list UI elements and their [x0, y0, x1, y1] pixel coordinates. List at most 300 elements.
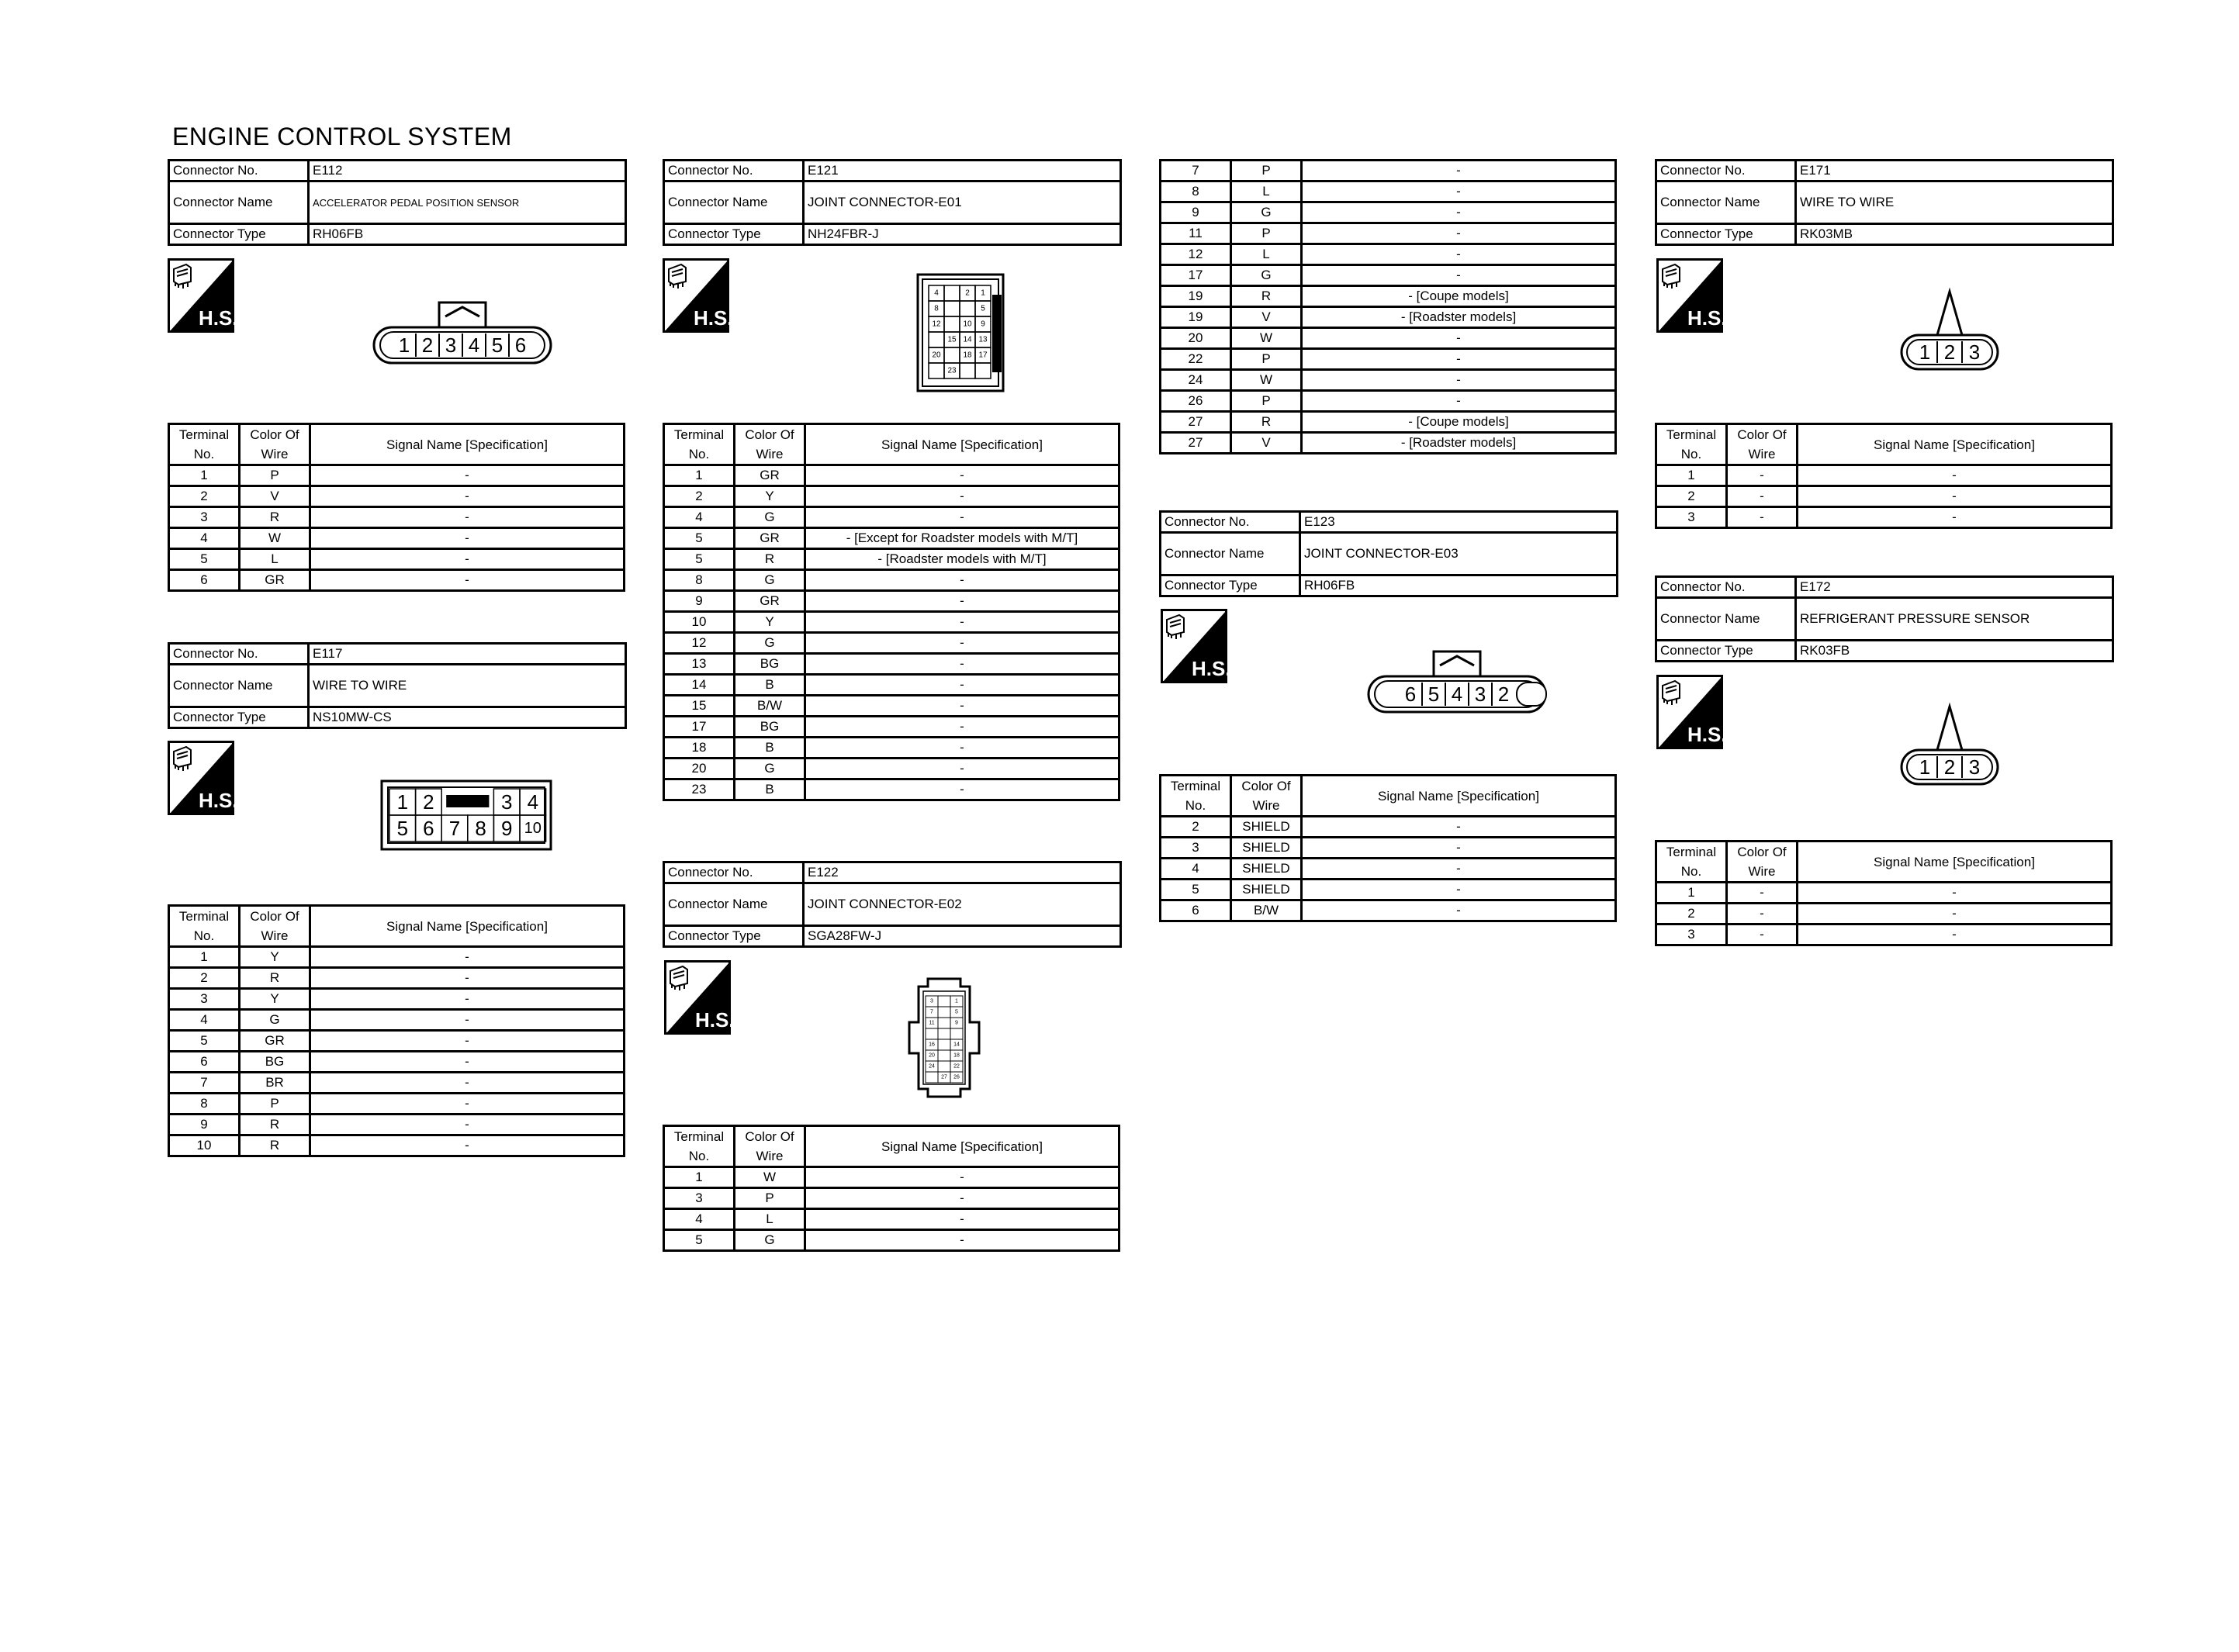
wire-color-cell: GR	[735, 528, 805, 549]
terminal-no-cell: 3	[1161, 838, 1231, 859]
wire-color-cell: G	[1231, 202, 1302, 223]
signal-name-cell: -	[1302, 202, 1616, 223]
terminal-no-cell: 18	[664, 738, 735, 759]
signal-name-cell: -	[1798, 904, 2112, 924]
wire-color-cell: R	[240, 507, 310, 528]
wire-color-cell: GR	[240, 1031, 310, 1052]
terminal-no-cell: 2	[1656, 486, 1727, 507]
terminal-no-cell: 4	[169, 1010, 240, 1031]
table-row	[1161, 900, 1616, 921]
terminal-no-cell: 22	[1161, 349, 1231, 370]
table-row	[664, 633, 1120, 654]
connector-diagram-e121	[912, 271, 1009, 398]
wire-color-cell: B/W	[1231, 900, 1302, 921]
terminal-no-cell: 24	[1161, 370, 1231, 391]
table-row	[1161, 391, 1616, 412]
terminal-no-cell: 3	[169, 989, 240, 1010]
table-row	[664, 779, 1120, 800]
pin-label: 24	[929, 1063, 935, 1070]
table-row	[169, 1052, 625, 1073]
signal-name-cell: -	[805, 738, 1120, 759]
terminal-no-cell: 20	[1161, 328, 1231, 349]
signal-name-cell: -	[310, 549, 625, 570]
connector-no-label: Connector No.	[1161, 512, 1300, 533]
table-row	[1161, 181, 1616, 202]
pin-label: 12	[932, 320, 941, 329]
wire-color-header: Color Of Wire	[735, 424, 805, 465]
wire-color-cell: R	[735, 549, 805, 570]
terminal-no-cell: 27	[1161, 412, 1231, 433]
wire-color-cell: Y	[240, 947, 310, 968]
table-row	[169, 465, 625, 486]
terminal-no-cell: 3	[664, 1188, 735, 1209]
terminal-no-cell: 20	[664, 759, 735, 779]
pin-label: 9	[981, 320, 985, 329]
wire-color-cell: SHIELD	[1231, 817, 1302, 838]
wire-color-header: Color Of Wire	[240, 424, 310, 465]
terminal-no-cell: 2	[1161, 817, 1231, 838]
signal-name-header: Signal Name [Specification]	[1798, 424, 2112, 465]
wire-color-cell: G	[735, 507, 805, 528]
terminal-no-cell: 14	[664, 675, 735, 696]
wire-color-cell: G	[240, 1010, 310, 1031]
terminal-no-cell: 6	[169, 1052, 240, 1073]
table-row	[664, 717, 1120, 738]
wire-color-cell: -	[1727, 904, 1798, 924]
table-row	[664, 696, 1120, 717]
pin-label: 23	[947, 366, 957, 375]
pin-label: 10	[963, 320, 972, 329]
table-row	[169, 1115, 625, 1135]
terminal-no-cell: 6	[169, 570, 240, 591]
terminal-no-cell: 19	[1161, 286, 1231, 307]
table-row	[1161, 244, 1616, 265]
wire-color-header: Color Of Wire	[240, 906, 310, 947]
wire-color-cell: W	[735, 1167, 805, 1188]
signal-name-cell: -	[805, 1188, 1120, 1209]
signal-name-cell: -	[310, 989, 625, 1010]
wire-color-cell: P	[735, 1188, 805, 1209]
wire-color-cell: L	[1231, 181, 1302, 202]
wire-color-cell: B	[735, 675, 805, 696]
pin-label: 6	[1404, 683, 1417, 706]
table-row	[664, 1230, 1120, 1251]
table-row	[169, 549, 625, 570]
wire-color-cell: GR	[240, 570, 310, 591]
pin-label: 2	[1943, 340, 1956, 364]
wire-color-cell: P	[240, 465, 310, 486]
pin-label: 18	[953, 1052, 960, 1059]
signal-name-cell: -	[805, 1209, 1120, 1230]
signal-name-cell: -	[805, 1230, 1120, 1251]
table-row	[664, 1167, 1120, 1188]
pin-label: 6	[423, 817, 434, 840]
table-row	[169, 947, 625, 968]
harness-side-label: H.S.	[199, 789, 234, 812]
connector-info-e172	[1655, 575, 2114, 662]
pin-label: 16	[929, 1042, 935, 1048]
connector-no-label: Connector No.	[169, 644, 309, 665]
table-row	[1656, 904, 2112, 924]
terminal-no-cell: 8	[664, 570, 735, 591]
signal-name-cell: - [Roadster models]	[1302, 433, 1616, 454]
pin-label: 3	[500, 790, 513, 814]
table-row	[1161, 328, 1616, 349]
signal-name-cell: -	[310, 1052, 625, 1073]
table-row	[664, 612, 1120, 633]
wire-color-cell: B	[735, 779, 805, 800]
connector-type-label: Connector Type	[664, 926, 804, 947]
terminal-table-e123	[1159, 774, 1617, 922]
signal-name-header: Signal Name [Specification]	[805, 1126, 1120, 1167]
wire-color-cell: V	[1231, 307, 1302, 328]
signal-name-header: Signal Name [Specification]	[310, 424, 625, 465]
signal-name-cell: - [Coupe models]	[1302, 412, 1616, 433]
terminal-no-cell: 19	[1161, 307, 1231, 328]
terminal-no-cell: 1	[664, 465, 735, 486]
terminal-no-cell: 12	[664, 633, 735, 654]
connector-type-label: Connector Type	[1656, 224, 1796, 245]
pin-label: 7	[448, 817, 461, 840]
pin-label: 1	[955, 998, 958, 1004]
signal-name-cell: -	[310, 1073, 625, 1094]
table-row	[169, 1010, 625, 1031]
signal-name-cell: -	[805, 759, 1120, 779]
wire-color-cell: P	[1231, 161, 1302, 181]
terminal-no-cell: 9	[169, 1115, 240, 1135]
signal-name-cell: -	[1302, 880, 1616, 900]
signal-name-cell: - [Except for Roadster models with M/T]	[805, 528, 1120, 549]
signal-name-cell: -	[1798, 924, 2112, 945]
pin-label: 2	[421, 334, 434, 357]
terminal-no-cell: 5	[664, 528, 735, 549]
terminal-no-cell: 7	[169, 1073, 240, 1094]
terminal-no-header: Terminal No.	[664, 1126, 735, 1167]
table-row	[169, 968, 625, 989]
signal-name-header: Signal Name [Specification]	[1302, 776, 1616, 817]
connector-name-value: JOINT CONNECTOR-E02	[804, 883, 1121, 926]
signal-name-cell: -	[310, 947, 625, 968]
table-row	[1161, 223, 1616, 244]
wire-color-cell: -	[1727, 507, 1798, 528]
terminal-no-cell: 2	[664, 486, 735, 507]
pin-label: 4	[468, 334, 480, 357]
table-row	[664, 549, 1120, 570]
connector-no-label: Connector No.	[169, 161, 309, 181]
connector-type-label: Connector Type	[1656, 641, 1796, 662]
terminal-table-e122	[663, 1125, 1120, 1252]
terminal-no-cell: 4	[664, 1209, 735, 1230]
terminal-no-cell: 1	[169, 947, 240, 968]
connector-no-value: E112	[309, 161, 626, 181]
wire-color-cell: SHIELD	[1231, 859, 1302, 880]
terminal-no-cell: 3	[1656, 507, 1727, 528]
terminal-no-cell: 5	[664, 1230, 735, 1251]
pin-label: 4	[527, 790, 539, 814]
signal-name-cell: -	[310, 528, 625, 549]
signal-name-cell: -	[310, 1094, 625, 1115]
terminal-no-cell: 5	[664, 549, 735, 570]
pin-label: 20	[932, 351, 941, 360]
harness-side-icon	[1656, 258, 1723, 337]
harness-side-icon	[1161, 609, 1227, 687]
signal-name-cell: -	[805, 654, 1120, 675]
signal-name-cell: -	[805, 717, 1120, 738]
signal-name-cell: -	[805, 507, 1120, 528]
pin-label: 9	[955, 1020, 958, 1026]
pin-label: 3	[1968, 755, 1981, 779]
terminal-no-cell: 23	[664, 779, 735, 800]
wire-color-cell: L	[240, 549, 310, 570]
wire-color-cell: V	[240, 486, 310, 507]
wire-color-cell: BG	[735, 654, 805, 675]
terminal-no-cell: 2	[169, 968, 240, 989]
connector-type-value: NH24FBR-J	[804, 224, 1121, 245]
table-row	[169, 1073, 625, 1094]
connector-diagram-e171	[1898, 287, 2001, 376]
table-row	[1161, 880, 1616, 900]
table-row	[1161, 307, 1616, 328]
signal-name-cell: -	[805, 696, 1120, 717]
table-row	[169, 507, 625, 528]
signal-name-cell: -	[1302, 265, 1616, 286]
terminal-table-e172	[1655, 840, 2113, 946]
signal-name-cell: -	[310, 1135, 625, 1156]
signal-name-cell: -	[1302, 838, 1616, 859]
connector-type-label: Connector Type	[664, 224, 804, 245]
table-row	[664, 570, 1120, 591]
connector-info-e117	[168, 642, 627, 729]
terminal-no-cell: 27	[1161, 433, 1231, 454]
harness-side-label: H.S.	[1687, 306, 1723, 330]
signal-name-cell: -	[1302, 859, 1616, 880]
wire-color-cell: W	[1231, 370, 1302, 391]
pin-label: 3	[445, 334, 457, 357]
table-row	[1161, 349, 1616, 370]
connector-diagram-e123	[1365, 647, 1549, 725]
wire-color-cell: -	[1727, 465, 1798, 486]
wire-color-cell: Y	[240, 989, 310, 1010]
pin-label: 10	[524, 820, 542, 837]
wire-color-cell: G	[735, 570, 805, 591]
table-row	[664, 675, 1120, 696]
terminal-no-cell: 3	[1656, 924, 1727, 945]
harness-side-label: H.S.	[694, 306, 729, 330]
wire-color-cell: G	[735, 759, 805, 779]
connector-type-value: NS10MW-CS	[309, 707, 626, 728]
terminal-no-header: Terminal No.	[1161, 776, 1231, 817]
terminal-no-cell: 9	[1161, 202, 1231, 223]
pin-label: 2	[423, 790, 434, 814]
signal-name-cell: -	[1302, 328, 1616, 349]
table-row	[169, 1094, 625, 1115]
connector-no-value: E172	[1796, 577, 2113, 598]
signal-name-cell: - [Coupe models]	[1302, 286, 1616, 307]
table-row	[169, 989, 625, 1010]
pin-label: 15	[947, 335, 957, 344]
harness-side-label: H.S.	[199, 306, 234, 330]
connector-info-e112	[168, 159, 627, 246]
wire-color-header: Color Of Wire	[735, 1126, 805, 1167]
wire-color-cell: R	[1231, 412, 1302, 433]
signal-name-header: Signal Name [Specification]	[310, 906, 625, 947]
pin-label: 18	[963, 351, 972, 360]
connector-no-value: E121	[804, 161, 1121, 181]
wire-color-cell: B	[735, 738, 805, 759]
connector-name-label: Connector Name	[169, 181, 309, 224]
terminal-no-cell: 15	[664, 696, 735, 717]
signal-name-cell: -	[1302, 349, 1616, 370]
connector-type-value: RK03FB	[1796, 641, 2113, 662]
signal-name-header: Signal Name [Specification]	[805, 424, 1120, 465]
wire-color-cell: BG	[735, 717, 805, 738]
connector-info-e123	[1159, 510, 1618, 597]
table-row	[664, 507, 1120, 528]
terminal-no-cell: 4	[664, 507, 735, 528]
pin-label: 2	[965, 289, 970, 298]
pin-label: 11	[929, 1020, 935, 1026]
table-row	[169, 528, 625, 549]
wire-color-cell: R	[240, 1115, 310, 1135]
terminal-no-cell: 8	[169, 1094, 240, 1115]
signal-name-cell: -	[805, 675, 1120, 696]
harness-side-icon	[1656, 675, 1723, 753]
table-row	[1656, 924, 2112, 945]
wire-color-cell: -	[1727, 486, 1798, 507]
table-row	[664, 591, 1120, 612]
pin-label: 5	[981, 304, 985, 313]
terminal-no-cell: 17	[664, 717, 735, 738]
table-row	[1656, 486, 2112, 507]
terminal-table-e112	[168, 423, 625, 592]
signal-name-cell: -	[805, 465, 1120, 486]
table-row	[664, 759, 1120, 779]
signal-name-cell: -	[1798, 486, 2112, 507]
pin-label: 2	[1943, 755, 1956, 779]
connector-no-label: Connector No.	[1656, 161, 1796, 181]
pin-label: 1	[396, 790, 409, 814]
terminal-no-cell: 13	[664, 654, 735, 675]
signal-name-cell: -	[805, 779, 1120, 800]
table-row	[664, 465, 1120, 486]
terminal-no-cell: 5	[169, 549, 240, 570]
signal-name-cell: -	[310, 486, 625, 507]
signal-name-cell: -	[1302, 817, 1616, 838]
wire-color-cell: R	[1231, 286, 1302, 307]
pin-label: 27	[941, 1074, 947, 1080]
wire-color-cell: Y	[735, 612, 805, 633]
table-row	[1161, 286, 1616, 307]
pin-label: 5	[955, 1009, 958, 1015]
connector-name-label: Connector Name	[664, 883, 804, 926]
terminal-no-cell: 7	[1161, 161, 1231, 181]
wire-color-cell: G	[1231, 265, 1302, 286]
wire-color-cell: R	[240, 1135, 310, 1156]
terminal-no-header: Terminal No.	[664, 424, 735, 465]
connector-diagram-e117	[380, 779, 552, 855]
connector-name-label: Connector Name	[1656, 181, 1796, 224]
pin-label: 8	[934, 304, 939, 313]
table-row	[1161, 433, 1616, 454]
wire-color-cell: P	[1231, 223, 1302, 244]
connector-name-value: REFRIGERANT PRESSURE SENSOR	[1796, 598, 2113, 641]
terminal-no-cell: 10	[664, 612, 735, 633]
harness-side-label: H.S.	[1687, 723, 1723, 746]
table-row	[169, 1031, 625, 1052]
pin-label: 5	[1427, 683, 1440, 706]
pin-label: 8	[475, 817, 486, 840]
terminal-no-cell: 1	[169, 465, 240, 486]
pin-label: 14	[963, 335, 972, 344]
table-row	[1656, 465, 2112, 486]
terminal-no-cell: 1	[664, 1167, 735, 1188]
signal-name-cell: -	[805, 486, 1120, 507]
signal-name-cell: -	[310, 570, 625, 591]
pin-label: 1	[981, 289, 985, 298]
connector-type-label: Connector Type	[169, 224, 309, 245]
connector-info-e121	[663, 159, 1122, 246]
wire-color-header: Color Of Wire	[1231, 776, 1302, 817]
connector-name-value: JOINT CONNECTOR-E03	[1300, 533, 1618, 575]
signal-name-cell: -	[1302, 244, 1616, 265]
wire-color-cell: SHIELD	[1231, 880, 1302, 900]
connector-name-label: Connector Name	[1161, 533, 1300, 575]
wire-color-cell: -	[1727, 924, 1798, 945]
harness-side-icon	[168, 258, 234, 337]
signal-name-cell: -	[1798, 507, 2112, 528]
signal-name-cell: - [Roadster models with M/T]	[805, 549, 1120, 570]
terminal-no-cell: 12	[1161, 244, 1231, 265]
signal-name-cell: -	[805, 1167, 1120, 1188]
signal-name-cell: -	[1302, 900, 1616, 921]
pin-label: 1	[398, 334, 410, 357]
wire-color-cell: P	[240, 1094, 310, 1115]
terminal-no-header: Terminal No.	[169, 424, 240, 465]
wire-color-cell: V	[1231, 433, 1302, 454]
table-row	[1161, 412, 1616, 433]
pin-label: 1	[1919, 755, 1931, 779]
pin-label: 4	[1451, 683, 1463, 706]
signal-name-cell: -	[1798, 465, 2112, 486]
wire-color-cell: GR	[735, 591, 805, 612]
wire-color-cell: -	[1727, 883, 1798, 904]
table-row	[1161, 838, 1616, 859]
page-title: ENGINE CONTROL SYSTEM	[172, 123, 512, 150]
table-row	[1161, 370, 1616, 391]
connector-name-label: Connector Name	[664, 181, 804, 224]
connector-name-value: WIRE TO WIRE	[1796, 181, 2113, 224]
connector-type-value: RH06FB	[1300, 575, 1618, 596]
table-row	[1161, 859, 1616, 880]
signal-name-cell: -	[1302, 391, 1616, 412]
signal-name-cell: -	[1798, 883, 2112, 904]
wire-color-cell: P	[1231, 391, 1302, 412]
terminal-table-e117	[168, 904, 625, 1157]
terminal-no-header: Terminal No.	[1656, 842, 1727, 883]
signal-name-cell: -	[805, 633, 1120, 654]
signal-name-cell: -	[805, 612, 1120, 633]
terminal-no-header: Terminal No.	[1656, 424, 1727, 465]
wire-color-cell: SHIELD	[1231, 838, 1302, 859]
connector-type-value: SGA28FW-J	[804, 926, 1121, 947]
terminal-no-cell: 6	[1161, 900, 1231, 921]
connector-no-label: Connector No.	[664, 161, 804, 181]
terminal-no-cell: 8	[1161, 181, 1231, 202]
signal-name-cell: -	[1302, 223, 1616, 244]
pin-label: 3	[930, 998, 933, 1004]
terminal-no-cell: 1	[1656, 465, 1727, 486]
table-row	[664, 1188, 1120, 1209]
